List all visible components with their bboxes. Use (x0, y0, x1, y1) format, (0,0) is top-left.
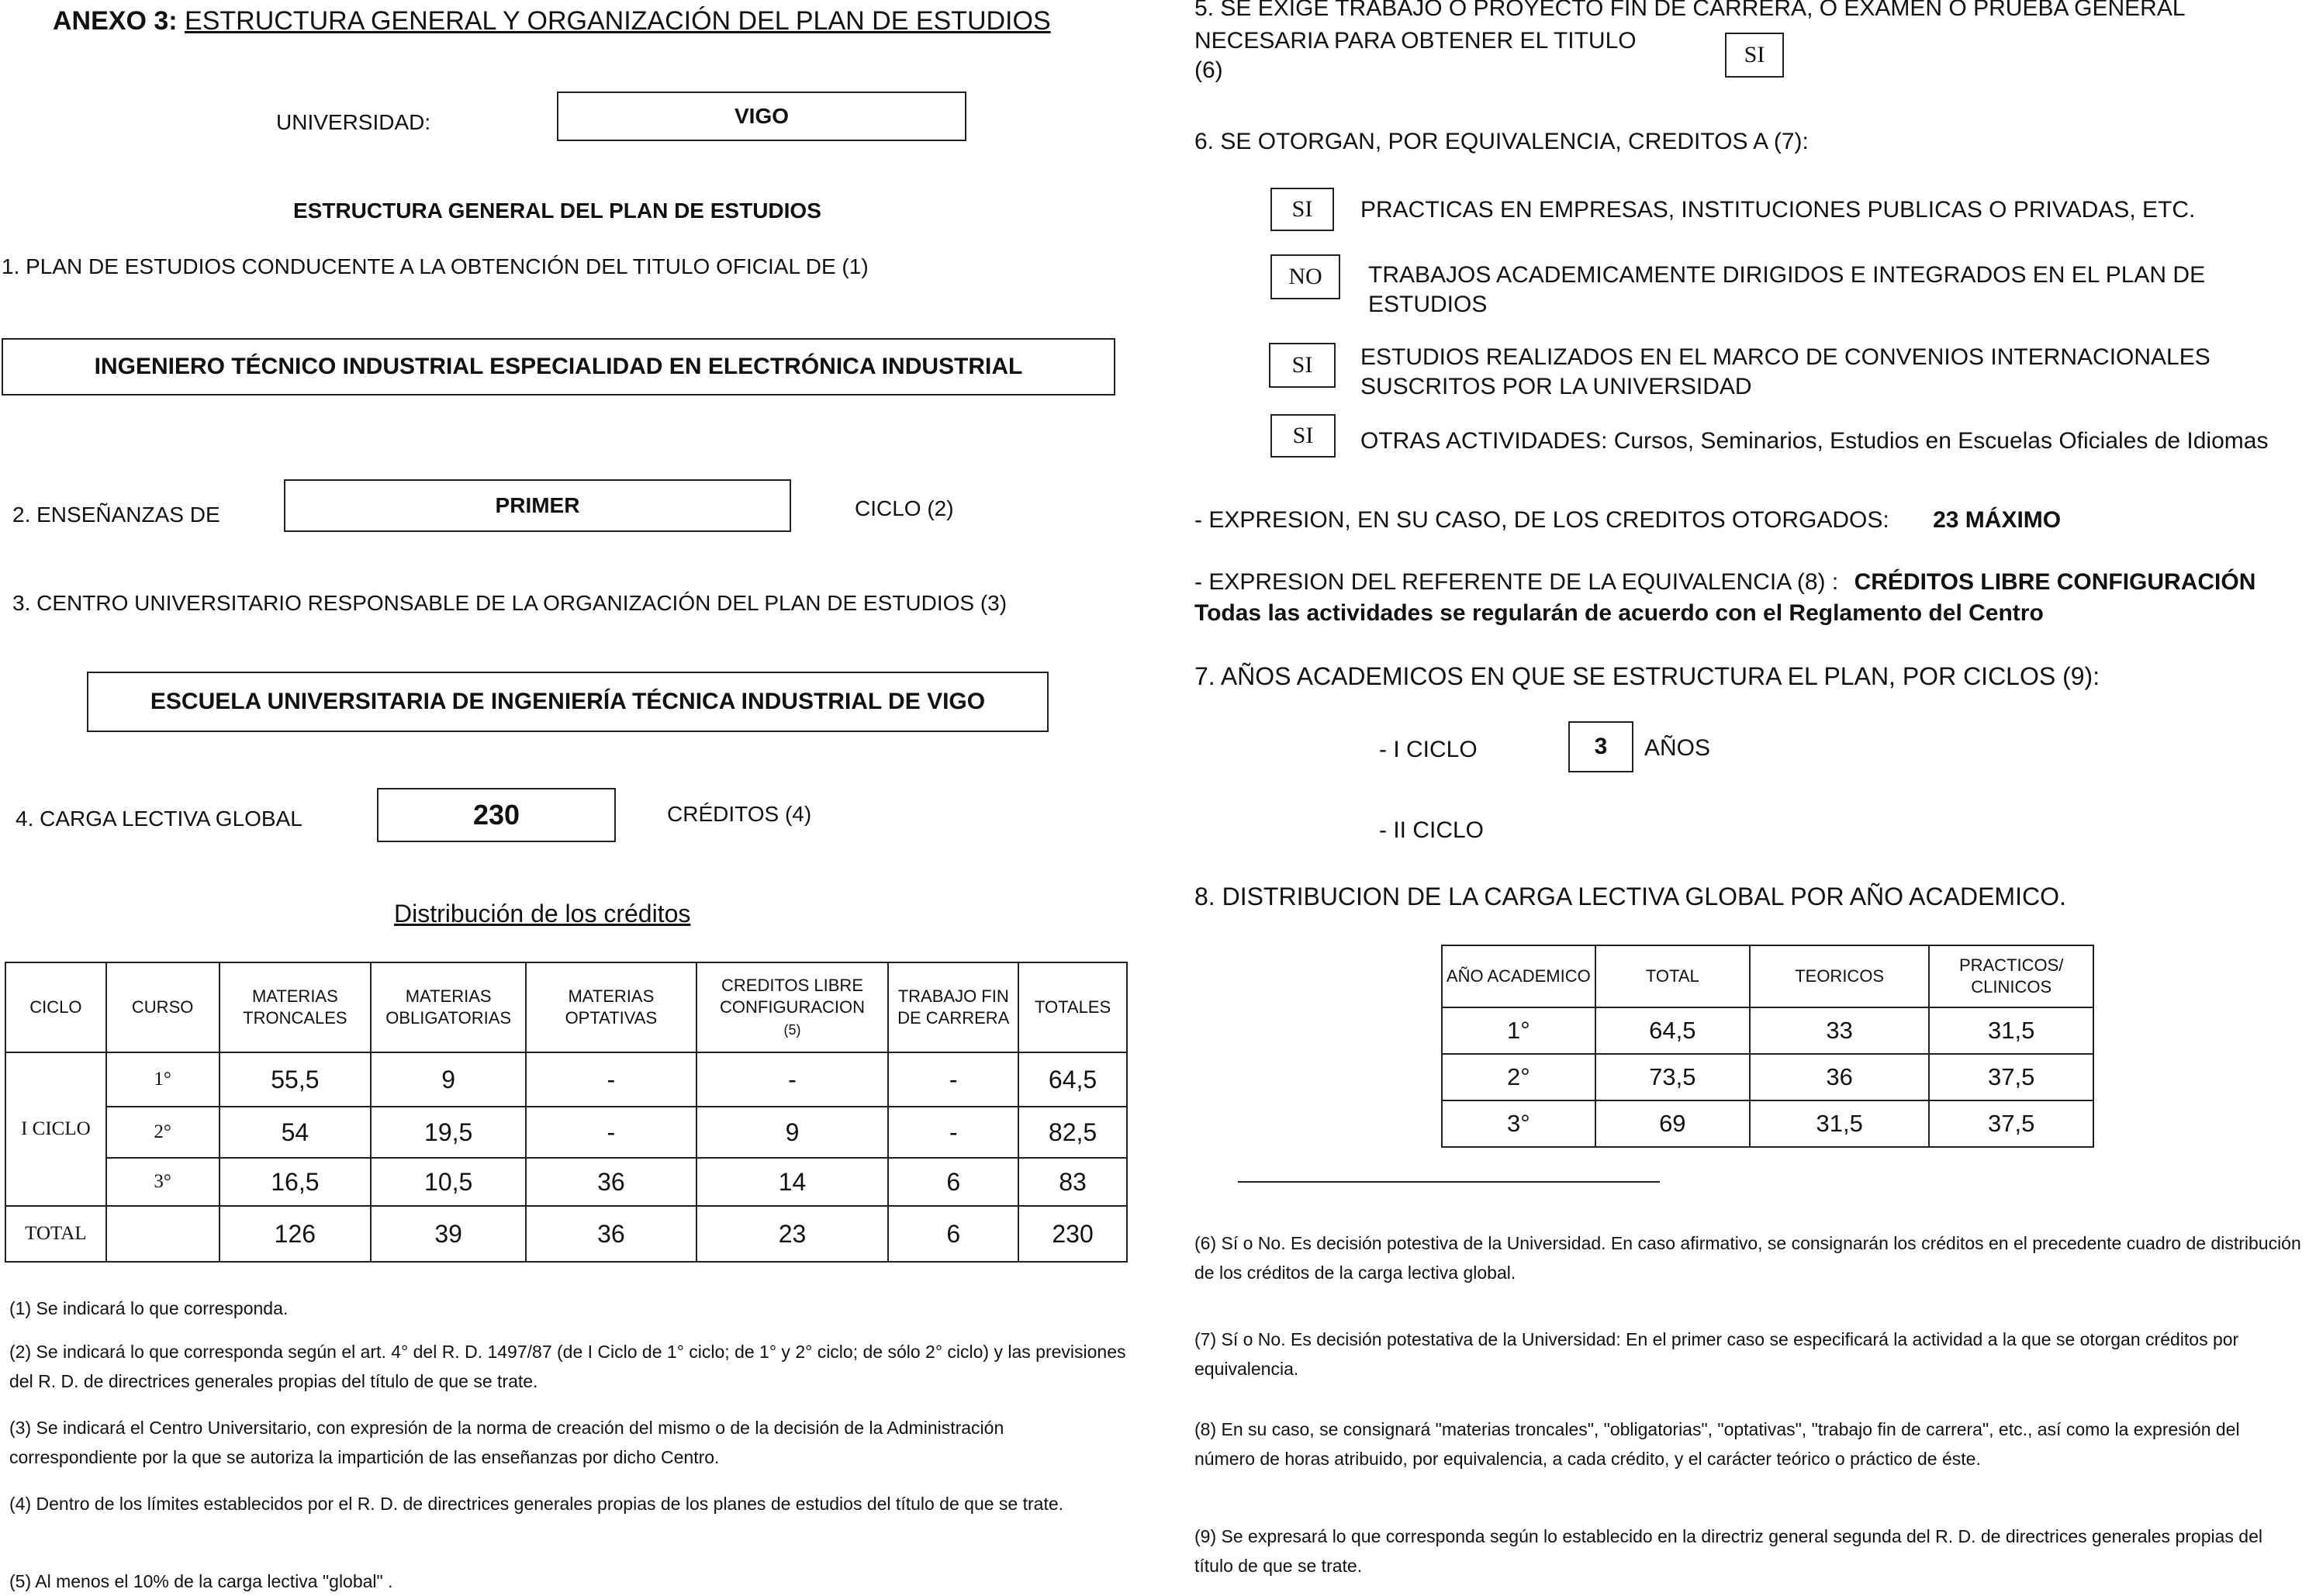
item4-label: 4. CARGA LECTIVA GLOBAL (16, 807, 302, 831)
practicos-cell: 37,5 (1929, 1100, 2093, 1147)
troncales-cell: 54 (219, 1107, 372, 1158)
university-value: VIGO (734, 104, 789, 128)
libre-cell: 9 (697, 1107, 889, 1158)
total-cell: 64,5 (1595, 1007, 1750, 1054)
option-3-label: ESTUDIOS REALIZADOS EN EL MARCO DE CONVENIOS INTERNACIONALES SUSCRITOS POR LA UNIVERSIDAD (1360, 344, 2210, 399)
curso-cell: 3° (106, 1158, 219, 1206)
optativas-cell: 36 (526, 1158, 697, 1206)
header-libre (697, 962, 889, 1052)
total-obligatorias: 39 (371, 1206, 526, 1262)
annex-title: ESTRUCTURA GENERAL Y ORGANIZACIÓN DEL PLAN DE ESTUDIOS (185, 6, 1051, 36)
header-practicos: PRACTICOS/ CLINICOS (1929, 945, 2093, 1007)
cycle1-years-box (1568, 721, 1633, 772)
right-footnote-7: (7) Sí o No. Es decisión potestativa de la Universidad: En el primer caso se especificará la actividad a la que se otorgan créditos por equivalencia. (1194, 1329, 2239, 1379)
teoricos-cell: 33 (1750, 1007, 1929, 1054)
option-1-value: SI (1291, 196, 1313, 222)
degree-title: INGENIERO TÉCNICO INDUSTRIAL ESPECIALIDAD EN ELECTRÓNICA INDUSTRIAL (94, 354, 1023, 379)
item5-ref: (6) (1194, 57, 1223, 83)
total-label: TOTAL (5, 1206, 106, 1262)
teoricos-cell: 36 (1750, 1054, 1929, 1100)
cycle2-label: - II CICLO (1379, 817, 1485, 843)
item5-line1: 5. SE EXIGE TRABAJO O PROYECTO FIN DE CARRERA, O EXAMEN O PRUEBA GENERAL (1194, 0, 2186, 21)
left-footnote-2: (2) Se indicará lo que corresponda según el art. 4° del R. D. 1497/87 (de I Ciclo de 1° ciclo; de 1° y 2° ciclo; de sólo 2° ciclo) y las previsiones del R. D. de directrices generales propias del título de que se trate. (9, 1342, 1126, 1391)
total-totales: 230 (1018, 1206, 1127, 1262)
option-4-value: SI (1292, 423, 1314, 448)
year-cell: 2° (1442, 1054, 1595, 1100)
expr-credits-value: 23 MÁXIMO (1933, 507, 2062, 533)
practicos-cell: 31,5 (1929, 1007, 2093, 1054)
year-header-row (1442, 945, 2093, 1007)
optativas-cell: - (526, 1052, 697, 1107)
item7-text: 7. AÑOS ACADEMICOS EN QUE SE ESTRUCTURA EL PLAN, POR CICLOS (9): (1194, 662, 2100, 690)
trabajo-cell: - (888, 1052, 1018, 1107)
credits-distribution-table (5, 962, 1128, 1263)
center-name-box (87, 672, 1049, 732)
header-libre-ref: (5) (783, 1021, 801, 1038)
teoricos-cell: 31,5 (1750, 1100, 1929, 1147)
total-row (5, 1206, 1127, 1262)
header-optativas: MATERIAS OPTATIVAS (526, 962, 697, 1052)
left-footnote-5: (5) Al menos el 10% de la carga lectiva "global" . (9, 1571, 393, 1591)
left-footnote-4: (4) Dentro de los límites establecidos por el R. D. de directrices generales propias de los planes de estudios del título de que se trate. (9, 1494, 1064, 1514)
year-cell: 3° (1442, 1100, 1595, 1147)
total-cell: 69 (1595, 1100, 1750, 1147)
year-distribution-table (1441, 945, 2094, 1148)
expr-ref-note: Todas las actividades se regularán de acuerdo con el Reglamento del Centro (1194, 600, 2044, 626)
credits-value: 230 (472, 799, 520, 831)
obligatorias-cell: 10,5 (371, 1158, 526, 1206)
expr-ref (1194, 569, 2255, 596)
trabajo-cell: - (888, 1107, 1018, 1158)
degree-title-box (2, 338, 1115, 396)
table-row (5, 1158, 1127, 1206)
item2-suffix: CICLO (2) (855, 496, 954, 520)
header-year: AÑO ACADEMICO (1442, 945, 1595, 1007)
item3-text: 3. CENTRO UNIVERSITARIO RESPONSABLE DE LA ORGANIZACIÓN DEL PLAN DE ESTUDIOS (3) (12, 591, 1008, 615)
option-2-value: NO (1288, 264, 1322, 289)
cycle-value: PRIMER (495, 493, 580, 517)
right-footnote-9: (9) Se expresará lo que corresponda según lo establecido en la directriz general segunda del R. D. de directrices generales propias del título de que se trate. (1194, 1526, 2262, 1576)
structure-heading: ESTRUCTURA GENERAL DEL PLAN DE ESTUDIOS (293, 199, 821, 223)
option-2-label: TRABAJOS ACADEMICAMENTE DIRIGIDOS E INTEGRADOS EN EL PLAN DE ESTUDIOS (1368, 262, 2206, 317)
header-teoricos: TEORICOS (1750, 945, 1929, 1007)
cycle1-label: - I CICLO (1379, 737, 1478, 762)
libre-cell: 14 (697, 1158, 889, 1206)
item2-label: 2. ENSEÑANZAS DE (12, 503, 220, 527)
total-libre: 23 (697, 1206, 889, 1262)
troncales-cell: 55,5 (219, 1052, 372, 1107)
left-footnote-3: (3) Se indicará el Centro Universitario, con expresión de la norma de creación del mismo o de la decisión de la Administración correspondiente por la que se autoriza la impartición de las enseñanzas por dicho Centro. (9, 1418, 1004, 1467)
table-row (1442, 1100, 2093, 1147)
curso-cell: 1° (106, 1052, 219, 1107)
item1-text: 1. PLAN DE ESTUDIOS CONDUCENTE A LA OBTENCIÓN DEL TITULO OFICIAL DE (1) (2, 254, 869, 278)
option-4-label: OTRAS ACTIVIDADES: Cursos, Seminarios, Estudios en Escuelas Oficiales de Idiomas (1360, 428, 2269, 454)
annex-heading (53, 6, 1051, 36)
option-1-box (1270, 188, 1334, 231)
annex-label: ANEXO 3: (53, 6, 178, 36)
total-optativas: 36 (526, 1206, 697, 1262)
item6-text: 6. SE OTORGAN, POR EQUIVALENCIA, CREDITOS A (7): (1194, 129, 1809, 154)
cycle1-years-value: 3 (1594, 734, 1608, 759)
totales-cell: 82,5 (1018, 1107, 1127, 1158)
troncales-cell: 16,5 (219, 1158, 372, 1206)
total-cell: 73,5 (1595, 1054, 1750, 1100)
practicos-cell: 37,5 (1929, 1054, 2093, 1100)
center-name: ESCUELA UNIVERSITARIA DE INGENIERÍA TÉCNICA INDUSTRIAL DE VIGO (150, 689, 986, 714)
left-footnote-1: (1) Se indicará lo que corresponda. (9, 1298, 289, 1318)
option-1-label: PRACTICAS EN EMPRESAS, INSTITUCIONES PUBLICAS O PRIVADAS, ETC. (1360, 197, 2196, 223)
header-totales: TOTALES (1018, 962, 1127, 1052)
option-4-box (1270, 414, 1336, 458)
expr-credits (1194, 507, 2061, 534)
item8-text: 8. DISTRIBUCION DE LA CARGA LECTIVA GLOBAL POR AÑO ACADEMICO. (1194, 883, 2066, 910)
option-3-value: SI (1291, 352, 1313, 378)
cycle1-suffix: AÑOS (1644, 735, 1711, 761)
expr-credits-label: - EXPRESION, EN SU CASO, DE LOS CREDITOS OTORGADOS: (1194, 507, 1889, 533)
header-obligatorias: MATERIAS OBLIGATORIAS (371, 962, 526, 1052)
header-curso: CURSO (106, 962, 219, 1052)
libre-cell: - (697, 1052, 889, 1107)
totales-cell: 64,5 (1018, 1052, 1127, 1107)
cycle-cell: I CICLO (5, 1052, 106, 1206)
obligatorias-cell: 9 (371, 1052, 526, 1107)
header-ciclo: CICLO (5, 962, 106, 1052)
credits-header-row (5, 962, 1127, 1052)
item5-answer-box (1725, 33, 1784, 78)
item5-answer: SI (1744, 42, 1765, 67)
right-footnote-8: (8) En su caso, se consignará "materias troncales", "obligatorias", "optativas", "trabajo fin de carrera", etc., así como la expresión del número de horas atribuido, por equivalencia, a cada crédito, y el carácter teórico o práctico de éste. (1194, 1419, 2240, 1469)
table-row (5, 1107, 1127, 1158)
table-row (5, 1052, 1127, 1107)
total-curso-empty (106, 1206, 219, 1262)
university-label: UNIVERSIDAD: (276, 110, 431, 134)
item4-suffix: CRÉDITOS (4) (667, 802, 812, 826)
header-total: TOTAL (1595, 945, 1750, 1007)
option-3-box (1269, 343, 1336, 388)
university-field (557, 92, 966, 141)
obligatorias-cell: 19,5 (371, 1107, 526, 1158)
expr-ref-value: CRÉDITOS LIBRE CONFIGURACIÓN (1854, 569, 2256, 595)
header-libre-label: CREDITOS LIBRE CONFIGURACION (720, 975, 865, 1017)
totales-cell: 83 (1018, 1158, 1127, 1206)
trabajo-cell: 6 (888, 1158, 1018, 1206)
total-trabajo: 6 (888, 1206, 1018, 1262)
expr-ref-label: - EXPRESION DEL REFERENTE DE LA EQUIVALENCIA (8) : (1194, 569, 1839, 595)
option-2-box (1270, 254, 1340, 299)
footnote-divider (1238, 1181, 1660, 1183)
optativas-cell: - (526, 1107, 697, 1158)
cycle-field (284, 479, 791, 532)
total-troncales: 126 (219, 1206, 372, 1262)
curso-cell: 2° (106, 1107, 219, 1158)
header-trabajo: TRABAJO FIN DE CARRERA (888, 962, 1018, 1052)
distribution-title: Distribución de los créditos (394, 900, 691, 928)
table-row (1442, 1054, 2093, 1100)
credits-field (377, 788, 616, 842)
table-row (1442, 1007, 2093, 1054)
right-footnote-6: (6) Sí o No. Es decisión potestiva de la Universidad. En caso afirmativo, se consignarán los créditos en el precedente cuadro de distribución de los créditos de la carga lectiva global. (1194, 1233, 2301, 1283)
item5-line2: NECESARIA PARA OBTENER EL TITULO (1194, 28, 1637, 54)
year-cell: 1° (1442, 1007, 1595, 1054)
header-troncales: MATERIAS TRONCALES (219, 962, 372, 1052)
